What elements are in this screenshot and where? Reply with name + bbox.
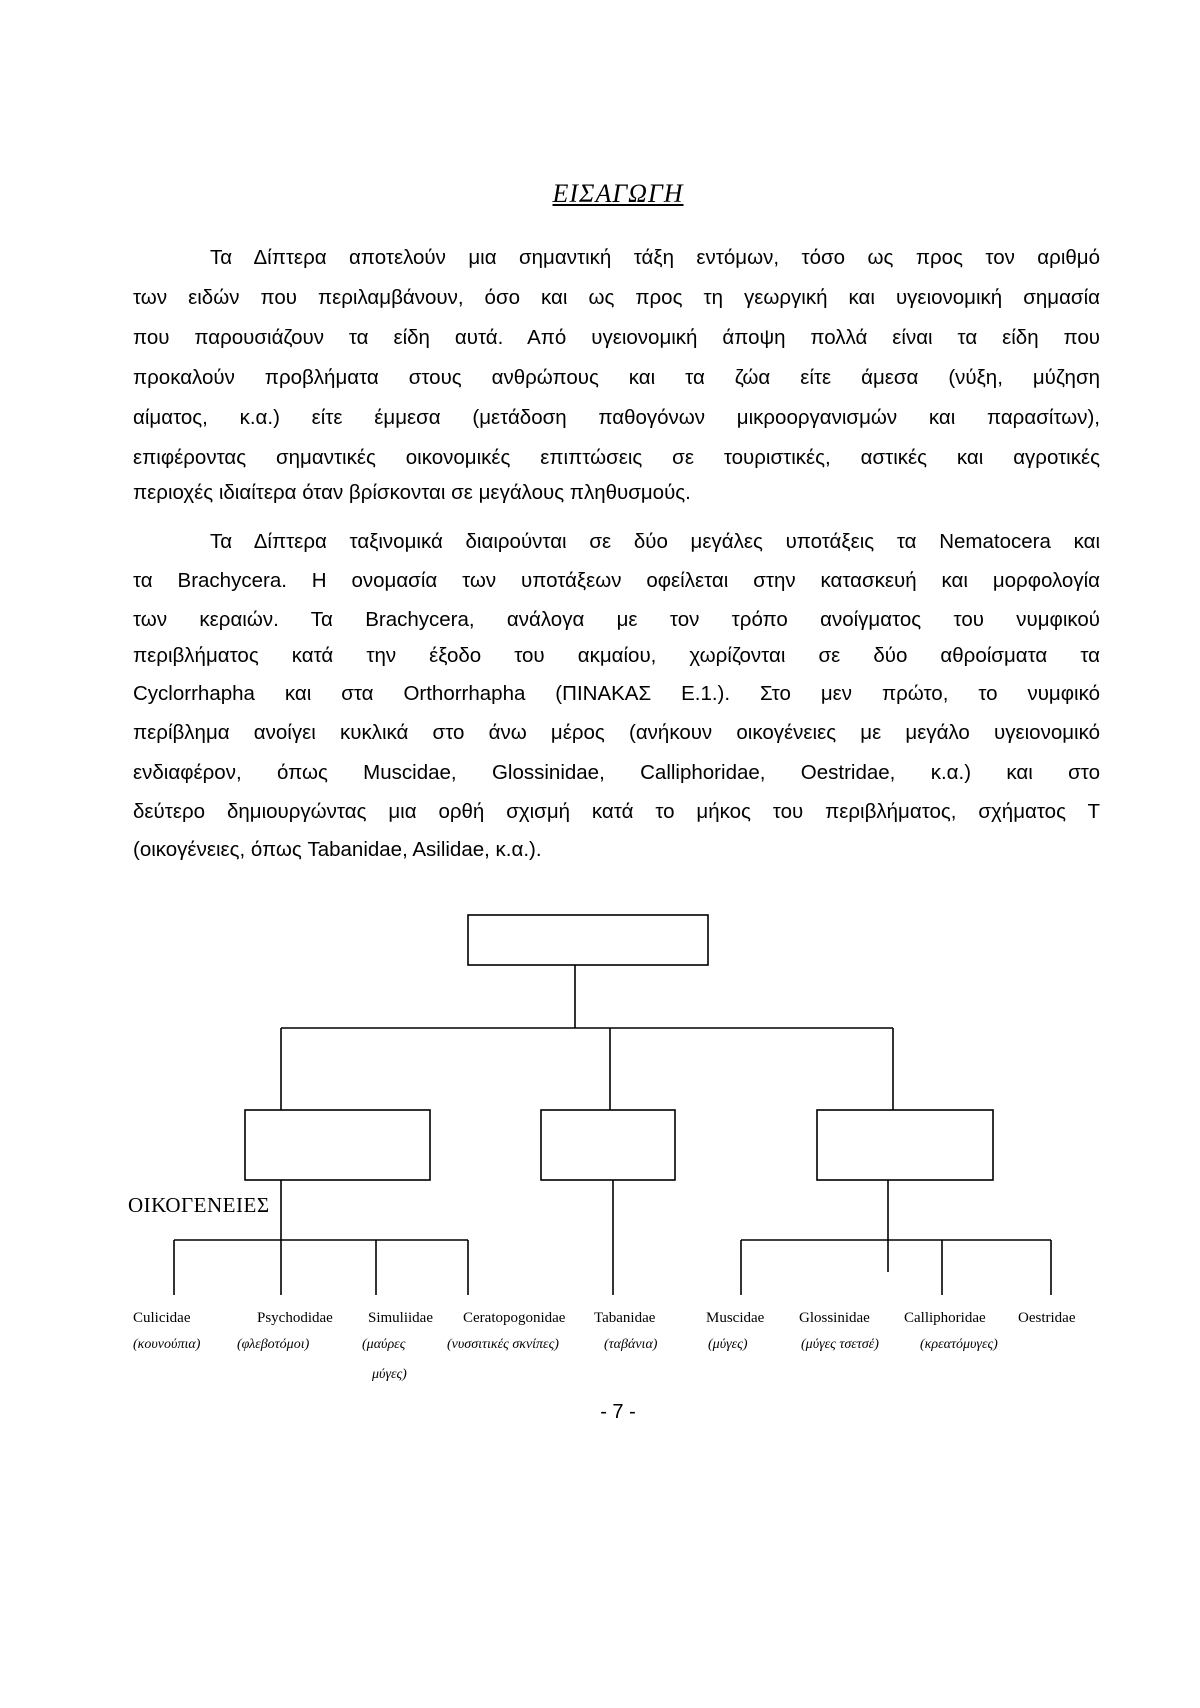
middle-box: [541, 1110, 675, 1180]
family-name: Muscidae: [706, 1310, 765, 1326]
common-name: μύγες): [372, 1367, 407, 1382]
family-name: Simuliidae: [368, 1310, 433, 1326]
families-label: ΟΙΚΟΓΕΝΕΙΕΣ: [128, 1193, 270, 1217]
page-number: - 7 -: [600, 1401, 636, 1423]
text-line: περίβλημα ανοίγει κυκλικά στο άνω μέρος (ανήκουν οικογένειες με μεγάλο υγειονομικό: [133, 721, 1100, 744]
common-name: (κρεατόμυγες): [920, 1337, 998, 1352]
text-line: περιβλήματος κατά την έξοδο του ακμαίου, χωρίζονται σε δύο αθροίσματα τα: [133, 644, 1100, 667]
common-name: (κουνούπια): [133, 1337, 201, 1352]
family-name: Glossinidae: [799, 1310, 870, 1326]
common-name: (μύγες τσετσέ): [801, 1337, 879, 1352]
family-name: Ceratopogonidae: [463, 1310, 566, 1326]
text-line: προκαλούν προβλήματα στους ανθρώπους και τα ζώα είτε άμεσα (νύξη, μύζηση: [133, 366, 1100, 389]
text-line: δεύτερο δημιουργώντας μια ορθή σχισμή κατά το μήκος του περιβλήματος, σχήματος Τ: [133, 800, 1100, 823]
text-line: των ειδών που περιλαμβάνουν, όσο και ως προς τη γεωργική και υγειονομική σημασία: [133, 286, 1100, 309]
text-line: των κεραιών. Τα Brachycera, ανάλογα με τον τρόπο ανοίγματος του νυμφικού: [133, 608, 1100, 631]
left-box: [245, 1110, 430, 1180]
common-name: (νυσσιτικές σκνίπες): [447, 1337, 559, 1352]
text-line: αίματος, κ.α.) είτε έμμεσα (μετάδοση παθογόνων μικροοργανισμών και παρασίτων),: [133, 406, 1100, 429]
family-name: Psychodidae: [257, 1310, 333, 1326]
top-box: [468, 915, 708, 965]
text-line: Cyclorrhapha και στα Orthorrhapha (ΠΙΝΑΚΑΣ Ε.1.). Στο μεν πρώτο, το νυμφικό: [133, 682, 1100, 705]
common-name: (μύγες): [708, 1337, 748, 1352]
text-line: τα Brachycera. Η ονομασία των υποτάξεων οφείλεται στην κατασκευή και μορφολογία: [133, 569, 1100, 592]
right-box: [817, 1110, 993, 1180]
text-line: ενδιαφέρον, όπως Muscidae, Glossinidae, Calliphoridae, Oestridae, κ.α.) και στο: [133, 761, 1100, 784]
text-line: Τα Δίπτερα ταξινομικά διαιρούνται σε δύο μεγάλες υποτάξεις τα Nematocera και: [210, 530, 1100, 553]
common-name: (ταβάνια): [604, 1337, 658, 1352]
common-name: (μαύρες: [362, 1337, 406, 1352]
family-name: Culicidae: [133, 1310, 191, 1326]
common-name: (φλεβοτόμοι): [237, 1337, 310, 1352]
text-line: (οικογένειες, όπως Tabanidae, Asilidae, κ.α.).: [133, 838, 542, 861]
family-name: Tabanidae: [594, 1310, 656, 1326]
family-name: Oestridae: [1018, 1310, 1076, 1326]
page-title: ΕΙΣΑΓΩΓΗ: [552, 179, 684, 208]
text-line: επιφέροντας σημαντικές οικονομικές επιπτώσεις σε τουριστικές, αστικές και αγροτικές: [133, 446, 1100, 469]
text-line: Τα Δίπτερα αποτελούν μια σημαντική τάξη εντόμων, τόσο ως προς τον αριθμό: [210, 246, 1100, 269]
family-name: Calliphoridae: [904, 1310, 986, 1326]
text-line: που παρουσιάζουν τα είδη αυτά. Από υγειονομική άποψη πολλά είναι τα είδη που: [133, 326, 1100, 349]
text-line: περιοχές ιδιαίτερα όταν βρίσκονται σε μεγάλους πληθυσμούς.: [133, 481, 691, 504]
